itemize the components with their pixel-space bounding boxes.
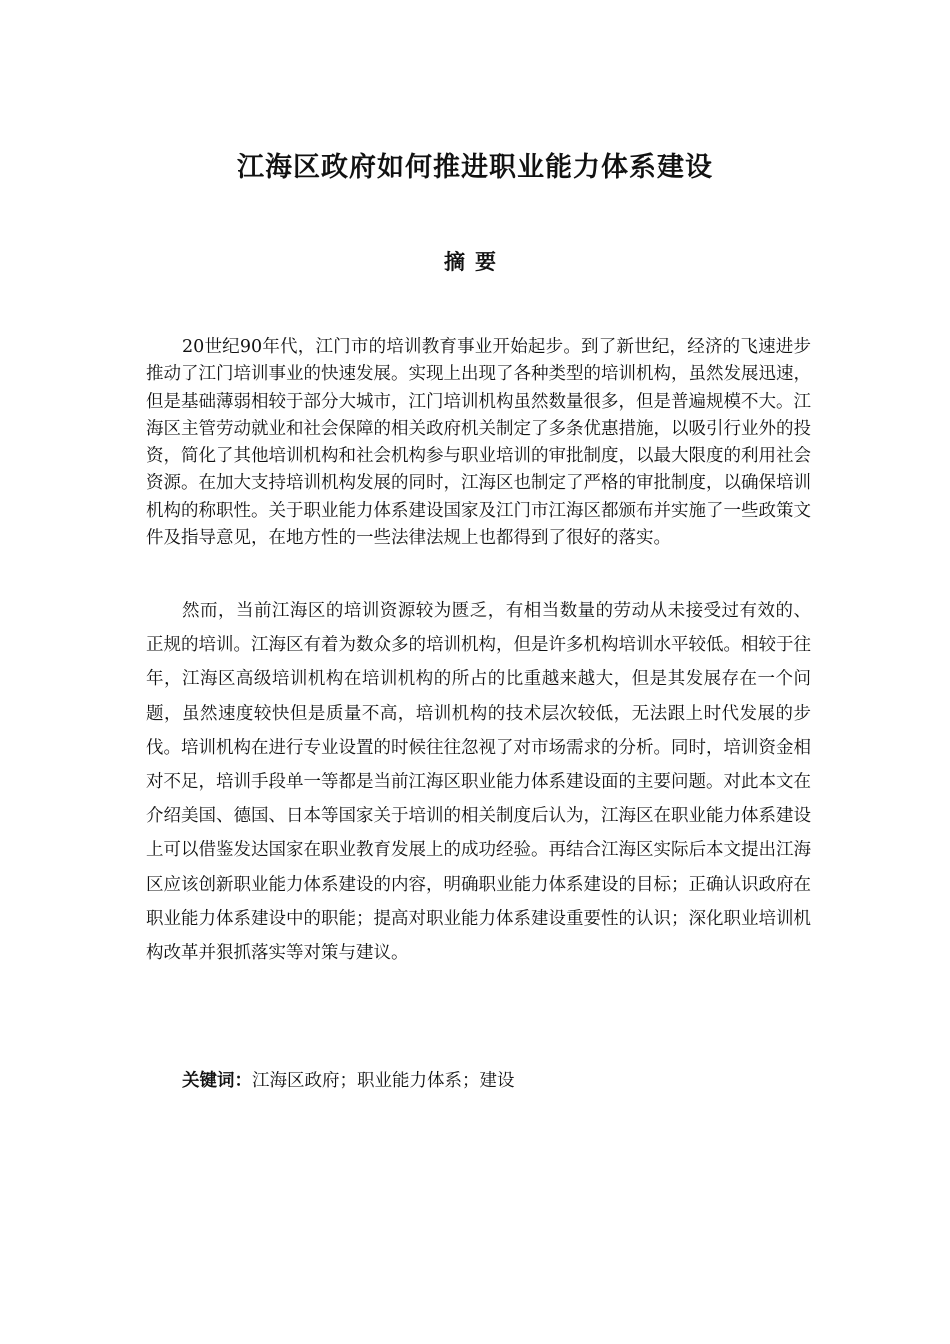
document-title: 江海区政府如何推进职业能力体系建设 xyxy=(237,152,713,184)
keywords-value: 江海区政府；职业能力体系；建设 xyxy=(252,1071,515,1091)
keywords-label: 关键词： xyxy=(182,1071,252,1091)
abstract-paragraph-2: 然而，当前江海区的培训资源较为匮乏，有相当数量的劳动从未接受过有效的、正规的培训。江海区有着为数众多的培训机构，但是许多机构培训水平较低。相较于往年，江海区高级培训机构在培训机构的所占的比重越来越大，但是其发展存在一个问题，虽然速度较快但是质量不高，培训机构的技术层次较低，无法跟上时代发展的步伐。培训机构在进行专业设置的时候往往忽视了对市场需求的分析。同时，培训资金相对不足，培训手段单一等都是当前江海区职业能力体系建设面的主要问题。对此本文在介绍美国、德国、日本等国家关于培训的相关制度后认为，江海区在职业能力体系建设上可以借鉴发达国家在职业教育发展上的成功经验。再结合江海区实际后本文提出江海区应该创新职业能力体系建设的内容，明确职业能力体系建设的目标；正确认识政府在职业能力体系建设中的职能；提高对职业能力体系建设重要性的认识；深化职业培训机构改革并狠抓落实等对策与建议。 xyxy=(146,601,811,964)
abstract-heading xyxy=(0,244,950,280)
keywords-line xyxy=(182,1066,812,1096)
abstract-heading-text: 摘要 xyxy=(444,250,506,274)
abstract-paragraph-1: 20世纪90年代，江门市的培训教育事业开始起步。到了新世纪，经济的飞速进步推动了江门培训事业的快速发展。实现上出现了各种类型的培训机构，虽然发展迅速，但是基础薄弱相较于部分大城市，江门培训机构虽然数量很多，但是普遍规模不大。江海区主管劳动就业和社会保障的相关政府机关制定了多条优惠措施，以吸引行业外的投资，简化了其他培训机构和社会机构参与职业培训的审批制度，以最大限度的利用社会资源。在加大支持培训机构发展的同时，江海区也制定了严格的审批制度，以确保培训机构的称职性。关于职业能力体系建设国家及江门市江海区都颁布并实施了一些政策文件及指导意见，在地方性的一些法律法规上也都得到了很好的落实。 xyxy=(146,337,811,549)
